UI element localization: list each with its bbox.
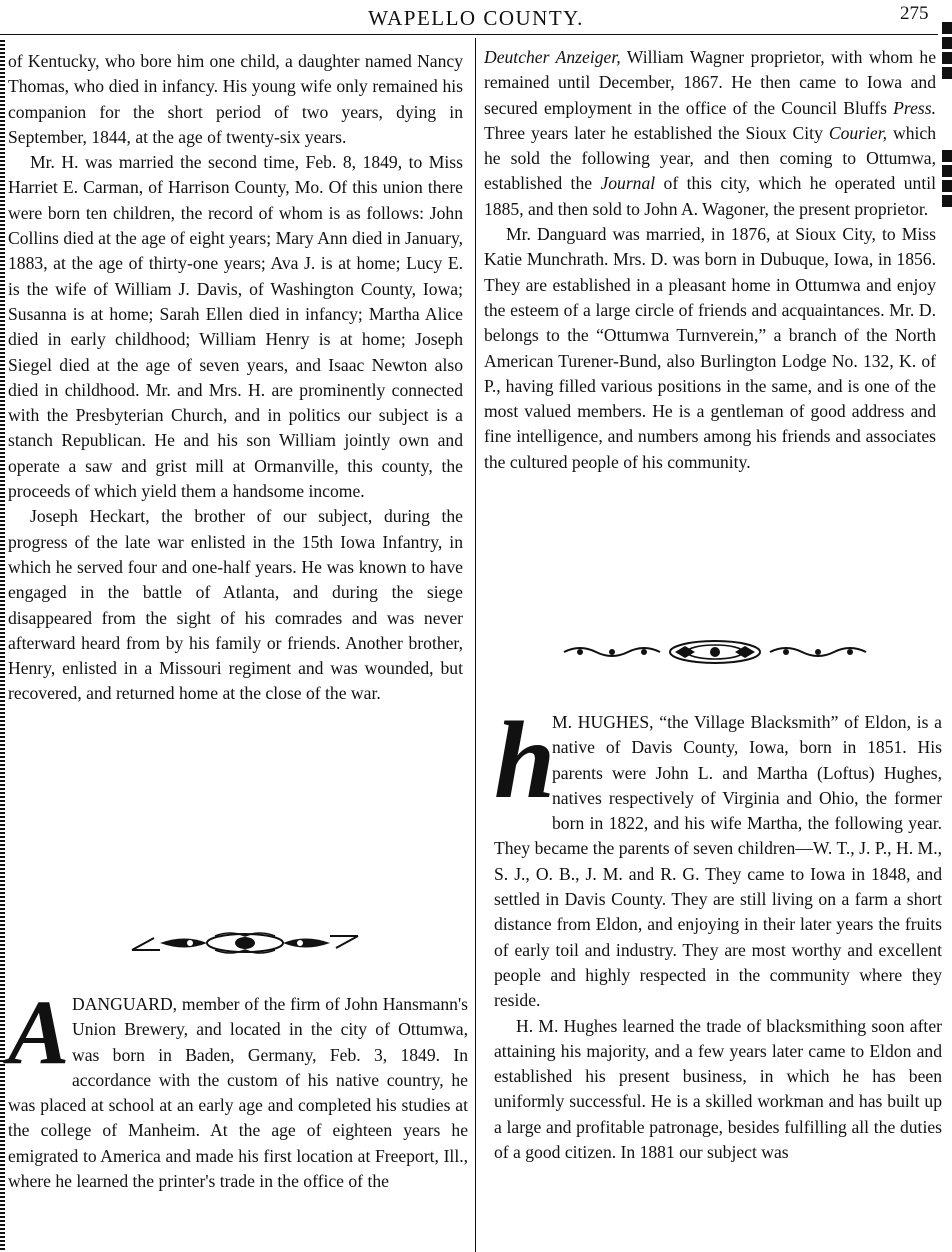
newspaper-name-journal: Journal [600, 173, 656, 194]
paragraph-danguard-career: Deutcher Anzeiger, William Wagner proprietor, with whom he remained until December, 1867. He then came to Iowa and secured employment in the office of the Council Bluffs Press. Three years later he established the Sioux City Courier, which he sold the following year, and then coming to Ottumwa, established the Journal of this city, which he operated until 1885, and then sold to John A. Wagoner, the present proprietor. [484, 47, 937, 219]
column-divider [475, 38, 476, 1252]
page-header [0, 0, 952, 36]
paragraph-hughes-intro: M. HUGHES, “the Village Blacksmith” of Eldon, is a native of Davis County, Iowa, born in 1851. His parents were John L. and Martha (Loftus) Hughes, natives respectively of Virginia and Ohio, the former born in 1822, and his wife Martha, the following year. They became the parents of seven children—W. T., J. P., H. M., S. J., O. B., J. M. and R. G. They came to Iowa in 1848, and settled in Davis County. They are still living on a farm a short distance from Eldon, and enjoying in their later years the fruits of early toil and industry. They are most worthy and excellent people and highly respected in the community where they reside. [494, 712, 942, 1011]
paragraph-second-marriage: Mr. H. was married the second time, Feb. 8, 1849, to Miss Harriet E. Carman, of Harrison County, Mo. Of this union there were born ten children, the record of whom is as follows: John Collins died at the age of eight years; Mary Ann died in January, 1883, at the age of thirty-one years; Ava J. is at home; Lucy E. is the wife of William J. Davis, of Washington County, Iowa; Susanna is at home; Sarah Ellen died in infancy; Martha Alice died in early childhood; William Henry is at home; Joseph Siegel died at the age of seven years, and Isaac Newton also died in childhood. Mr. and Mrs. H. are prominently connected with the Presbyterian Church, and in politics our subject is a stanch Republican. He and his son William jointly own and operate a saw and grist mill at Ormanville, this county, the proceeds of which yield them a handsome income. [8, 152, 463, 502]
edge-tabs-middle [942, 150, 952, 210]
paragraph-joseph-heckart: Joseph Heckart, the brother of our subject, during the progress of the late war enlisted in the 15th Iowa Infantry, in which he served four and one-half years. He was known to have engaged in the battle of Atlanta, and during the siege disappeared from the sight of his comrades and was never afterward heard from by his family or friends. Another brother, Henry, enlisted in a Missouri regiment and was wounded, but recovered, and returned home at the close of the war. [8, 506, 463, 704]
dropcap-letter-a: A [8, 981, 70, 1083]
left-column-upper [8, 49, 463, 707]
newspaper-name-courier: Courier, [828, 122, 888, 143]
right-column-upper [484, 45, 936, 475]
paragraph-hughes-trade: H. M. Hughes learned the trade of blacksmithing soon after attaining his majority, and a few years later came to Eldon and established his present business, in which he has been uniformly successful. He is a skilled workman and has built up a large and profitable patronage, besides fulfilling all the duties of a good citizen. In 1881 our subject was [494, 1015, 942, 1163]
dropcap-letter-h: h [494, 699, 556, 821]
newspaper-name-anzeiger: Deutcher Anzeiger, [484, 47, 621, 67]
newspaper-name-press: Press. [893, 97, 936, 118]
left-margin-border [0, 40, 5, 1252]
page-number: 275 [900, 3, 929, 24]
right-column-lower [494, 699, 942, 1165]
left-column-lower [8, 981, 468, 1194]
paragraph-first-wife: of Kentucky, who bore him one child, a daughter named Nancy Thomas, who died in infancy. His young wife only remained his companion for the short period of two years, dying in September, 1844, at the age of twenty-six years. [8, 51, 463, 147]
decorative-ornament-left [130, 930, 360, 956]
paragraph-danguard-intro: DANGUARD, member of the firm of John Hansmann's Union Brewery, and located in the city of Ottumwa, was born in Baden, Germany, Feb. 3, 1849. In accordance with the custom of his native country, he was placed at school at an early age and completed his studies at the college of Manheim. At the age of eighteen years he emigrated to America and made his first location at Freeport, Ill., where he learned the printer's trade in the office of the [8, 994, 468, 1192]
decorative-ornament-right [560, 638, 870, 666]
header-rule [0, 34, 938, 35]
edge-tabs-top [942, 22, 952, 82]
running-title: WAPELLO COUNTY. [368, 6, 584, 30]
paragraph-danguard-marriage: Mr. Danguard was married, in 1876, at Sioux City, to Miss Katie Munchrath. Mrs. D. was born in Dubuque, Iowa, in 1856. They are established in a pleasant home in Ottumwa and enjoy the esteem of a large circle of friends and acquaintances. Mr. D. belongs to the “Ottumwa Turnverein,” a branch of the North American Turener-Bund, also Burlington Lodge No. 132, K. of P., having filled various positions in the same, and is one of the most valued members. He is a gentleman of good address and fine intelligence, and numbers among his friends and associates the cultured people of his community. [484, 224, 936, 472]
